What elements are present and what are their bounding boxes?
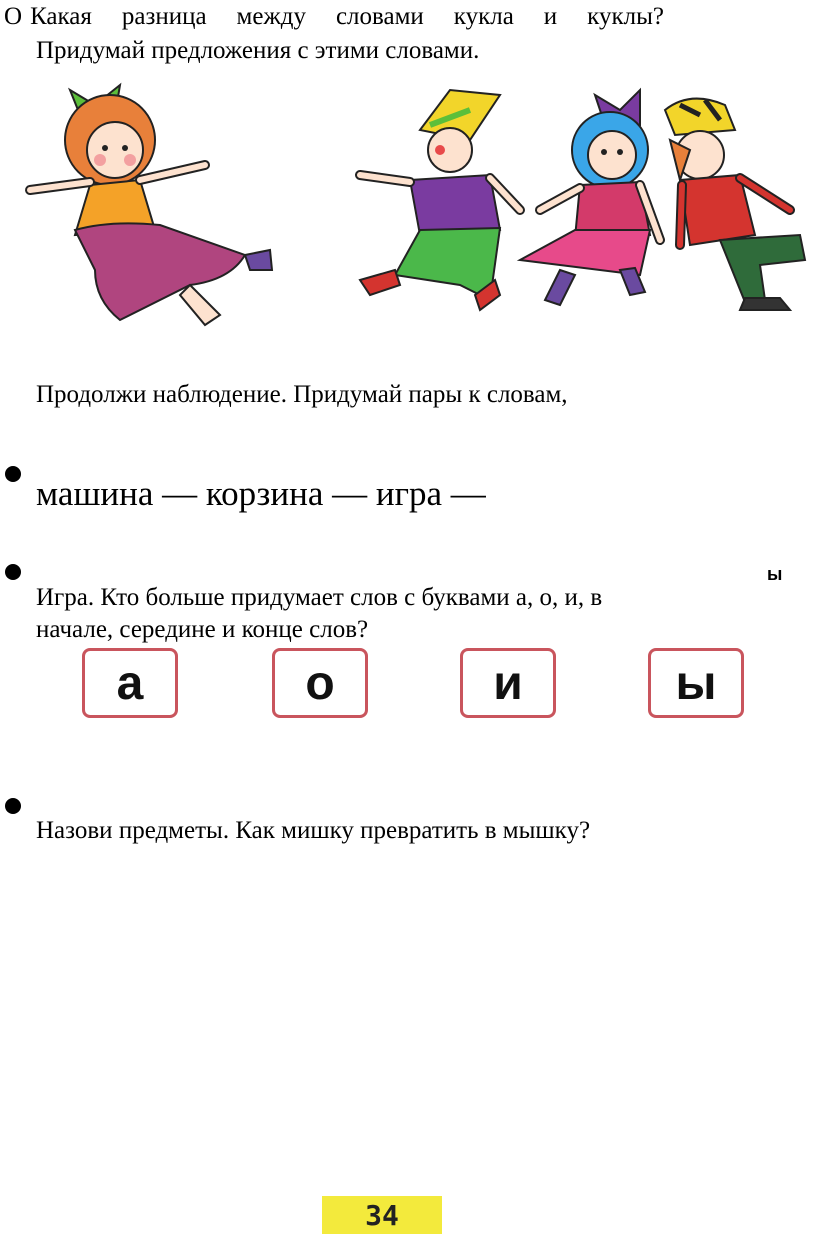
dolls-illustration [0,70,816,350]
stray-letter: ы [767,564,783,584]
bullet-icon [5,798,21,814]
letter-card-a: а [82,648,178,718]
bullet-icon [5,466,21,482]
gnome-icon [360,90,520,310]
doll-icon [520,90,660,305]
task1-question-text: Какая разница между словами кукла и куклы? [30,3,664,30]
naming-task: Назови предметы. Как мишку превратить в мышку? [36,817,591,844]
bullet-icon [5,564,21,580]
word-pairs: машина — корзина — игра — [36,474,486,513]
task1-question [4,2,664,32]
boy-doll-icon [665,99,805,310]
observation-text: Продолжи наблюдение. Придумай пары к словам, [36,381,568,408]
doll-icon [30,85,272,325]
letter-card-o: о [272,648,368,718]
letter-card-i: и [460,648,556,718]
game-text: Игра. Кто больше придумает слов с буквами а, о, и, в начале, середине и конце слов? [36,584,603,643]
letter-card-y: ы [648,648,744,718]
page-number: 34 [322,1196,442,1234]
task-marker: О [4,3,23,30]
task1-instruction: Придумай предложения с этими словами. [36,37,480,64]
